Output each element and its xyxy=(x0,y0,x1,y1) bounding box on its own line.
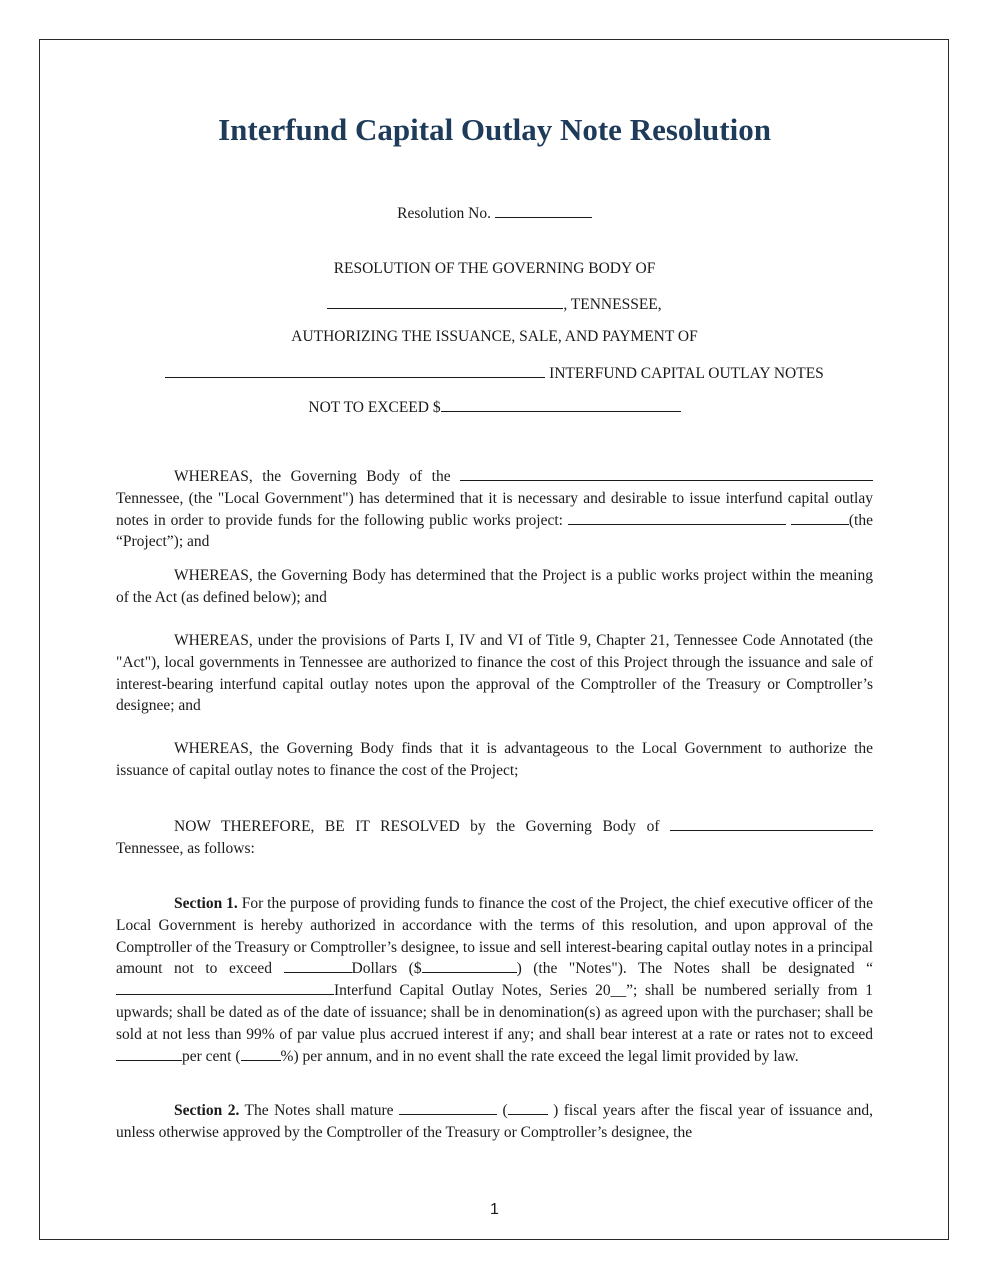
maturity-words-blank[interactable] xyxy=(399,1100,497,1115)
section-2-label: Section 2. xyxy=(174,1102,240,1119)
section-1-text-1: For the purpose of providing funds to finance the cost of the Project, the chief executive officer of the Local Government is hereby authorized in accordance with the terms of this resolution, and upon approval of the Comptroller of the Treasury or Comptroller’s designee, to issue and sell interest-bearing capital outlay notes in a principal amount not to exceed xyxy=(116,895,874,978)
project-description-blank[interactable] xyxy=(568,510,786,525)
section-1-paragraph xyxy=(116,893,873,1067)
resolved-text-b: Tennessee, as follows: xyxy=(116,839,255,857)
government-name-blank[interactable] xyxy=(327,294,563,309)
note-name-blank[interactable] xyxy=(165,363,545,378)
section-2-text-1: The Notes shall mature xyxy=(244,1102,394,1119)
whereas-paragraph-2 xyxy=(116,565,873,609)
not-to-exceed-amount-blank[interactable] xyxy=(441,397,681,412)
resolution-number-label: Resolution No. xyxy=(397,205,491,222)
section-1-text-5: per cent ( xyxy=(182,1047,241,1065)
section-1-text-6: %) per annum, and in no event shall the rate exceed the legal limit provided by law. xyxy=(280,1047,799,1065)
header-line-5 xyxy=(0,397,989,417)
whereas-paragraph-3 xyxy=(116,630,873,717)
project-description-blank-2[interactable] xyxy=(791,510,849,525)
whereas-1-text-a: WHEREAS, the Governing Body of the xyxy=(174,468,451,485)
header-line-2-text: , TENNESSEE, xyxy=(563,296,662,313)
whereas-2-text: WHEREAS, the Governing Body has determined that the Project is a public works project within the meaning of the Act (as defined below); and xyxy=(116,567,873,606)
principal-words-blank[interactable] xyxy=(284,958,352,973)
whereas-1-text-c: (the “Project”); and xyxy=(116,511,873,551)
document-title: Interfund Capital Outlay Note Resolution xyxy=(218,112,771,147)
whereas-paragraph-1 xyxy=(116,466,873,553)
not-to-exceed-label: NOT TO EXCEED $ xyxy=(308,399,441,416)
header-line-3: AUTHORIZING THE ISSUANCE, SALE, AND PAYMENT OF xyxy=(291,328,698,345)
header-line-4 xyxy=(0,363,989,383)
section-2-text-3: ) fiscal years after the fiscal year of issuance and, unless otherwise approved by the Comptroller of the Treasury or Comptroller’s designee, the xyxy=(116,1102,874,1141)
whereas-1-text-b: Tennessee, (the "Local Government") has determined that it is necessary and desirable to issue interfund capital outlay notes in order to provide funds for the following public works project: xyxy=(116,489,873,529)
header-line-1: RESOLUTION OF THE GOVERNING BODY OF xyxy=(333,260,656,277)
header-line-2 xyxy=(0,294,989,314)
interest-rate-percent-blank[interactable] xyxy=(241,1046,281,1061)
section-2-text-2: ( xyxy=(502,1102,508,1119)
section-1-label: Section 1. xyxy=(174,895,238,912)
page-number: 1 xyxy=(490,1201,499,1218)
whereas-paragraph-4 xyxy=(116,738,873,782)
interest-rate-words-blank[interactable] xyxy=(116,1046,182,1061)
principal-amount-blank[interactable] xyxy=(422,958,517,973)
whereas-4-text: WHEREAS, the Governing Body finds that it is advantageous to the Local Government to authorize the issuance of capital outlay notes to finance the cost of the Project; xyxy=(116,740,873,779)
section-1-text-3: ) (the "Notes"). The Notes shall be designated “ xyxy=(516,960,873,978)
whereas-3-text: WHEREAS, under the provisions of Parts I, IV and VI of Title 9, Chapter 21, Tennessee Code Annotated (the "Act"), local governments in Tennessee are authorized to finance the cost of this Project through the issuance and sale of interest-bearing interfund capital outlay notes upon the approval of the Comptroller of the Treasury or Comptroller’s designee; and xyxy=(116,632,873,715)
resolution-number-blank[interactable] xyxy=(495,203,592,218)
resolved-governing-body-blank[interactable] xyxy=(670,816,873,831)
header-line-4-text: INTERFUND CAPITAL OUTLAY NOTES xyxy=(549,365,824,382)
note-designation-blank[interactable] xyxy=(116,980,334,995)
section-1-text-4: Interfund Capital Outlay Notes, Series 20__”; shall be numbered serially from 1 upwards; shall be dated as of the date of issuance; shall be in denomination(s) as agreed upon with the purchaser; shall be sold at not less than 99% of par value plus accrued interest if any; and shall bear interest at a rate or rates not to exceed xyxy=(116,982,873,1043)
resolved-paragraph xyxy=(116,816,873,860)
governing-body-blank[interactable] xyxy=(460,466,873,481)
resolution-number-line xyxy=(0,203,989,223)
section-2-paragraph xyxy=(116,1100,873,1144)
section-1-text-2: Dollars ($ xyxy=(351,960,422,978)
maturity-number-blank[interactable] xyxy=(508,1100,548,1115)
resolved-text-a: NOW THEREFORE, BE IT RESOLVED by the Governing Body of xyxy=(174,818,660,835)
